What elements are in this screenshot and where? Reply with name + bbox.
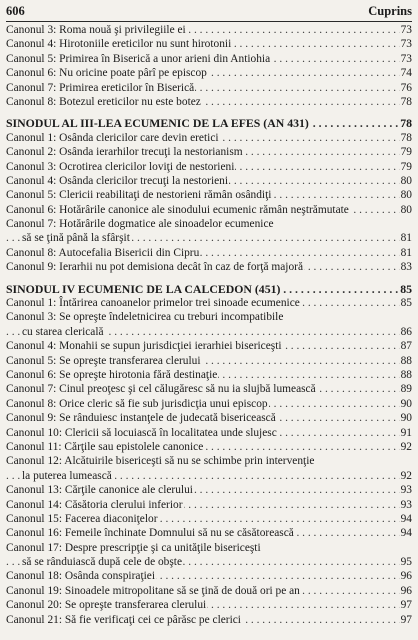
toc-entry	[6, 368, 412, 382]
toc-entry-title: să se ţină până la sfârşit	[22, 232, 130, 245]
toc-entry	[6, 483, 412, 497]
toc-entry-title: Canonul 1: Întărirea canoanelor primelor trei sinoade ecumenice	[6, 297, 300, 310]
toc-entry-page: 80	[400, 203, 412, 216]
toc-entry	[6, 440, 412, 454]
toc-entry-title: cu starea clericală	[22, 325, 104, 338]
section-heading-title: SINODUL IV ECUMENIC DE LA CALCEDON (451)	[6, 281, 281, 296]
toc-entry-title: Canonul 15: Facerea diaconiţelor	[6, 512, 158, 525]
toc-entry-page: 79	[400, 146, 412, 159]
toc-entry	[6, 95, 412, 109]
toc-entry-title: Canonul 6: Nu oricine poate pârî pe episcop	[6, 67, 207, 80]
toc-entry-title: Canonul 7: Hotărârile dogmatice ale sinoadelor ecumenice	[6, 218, 274, 231]
toc-entry	[6, 145, 412, 159]
toc-entry	[6, 555, 412, 569]
toc-entry	[6, 541, 412, 555]
toc-entry-page: 96	[400, 570, 412, 583]
toc-entry-page: 97	[400, 599, 412, 612]
toc-entry-title: Canonul 20: Se opreşte transferarea clerului	[6, 599, 207, 612]
toc-entry-page: 92	[400, 440, 412, 453]
table-of-contents	[6, 23, 412, 627]
toc-entry-title: Canonul 3: Se opreşte îndeletnicirea cu treburi incompatibile	[6, 311, 284, 324]
toc-entry-title: Canonul 7: Cinul preoţesc şi cel călugăresc să nu ia slujbă lumească	[6, 383, 316, 396]
toc-entry-title: Canonul 1: Osânda clericilor care devin eretici	[6, 131, 219, 144]
toc-entry	[6, 498, 412, 512]
toc-entry-title: Canonul 7: Primirea ereticilor în Biserică	[6, 81, 195, 94]
toc-entry-page: 78	[400, 131, 412, 144]
toc-entry-title: Canonul 6: Hotărârile canonice ale sinodului ecumenic rămân neştrămutate	[6, 203, 349, 216]
toc-entry-title: Canonul 13: Cărţile canonice ale clerului	[6, 484, 193, 497]
toc-entry-title: Canonul 4: Osânda clericilor trecuţi la nestorieni	[6, 174, 229, 187]
section-heading-page: 78	[400, 116, 412, 131]
toc-entry	[6, 584, 412, 598]
toc-entry-page: 76	[400, 81, 412, 94]
toc-entry	[6, 325, 412, 339]
toc-entry-title: Canonul 9: Ierarhii nu pot demisiona decât în caz de forţă majoră	[6, 261, 303, 274]
header-rule	[6, 21, 412, 22]
toc-entry-title: Canonul 4: Hirotoniile ereticilor nu sunt hirotonii	[6, 38, 232, 51]
toc-entry-title: Canonul 5: Clericii reabilitaţi de nestorieni rămân osândiţi	[6, 189, 272, 202]
toc-entry-title: Canonul 11: Cărţile sau epistolele canonice	[6, 440, 204, 453]
toc-entry	[6, 203, 412, 217]
toc-entry-page: 74	[400, 67, 412, 80]
toc-entry-page: 80	[400, 189, 412, 202]
toc-entry	[6, 454, 412, 468]
toc-entry	[6, 598, 412, 612]
toc-entry-title: Canonul 4: Monahii se supun jurisdicţiei ierarhiei bisericeşti	[6, 340, 282, 353]
toc-entry-title: să se rânduiască după cele de obşte	[22, 556, 183, 569]
toc-entry-title: Canonul 10: Clericii să locuiască în localitatea unde slujesc	[6, 426, 277, 439]
toc-entry	[6, 174, 412, 188]
toc-entry-page: 89	[400, 383, 412, 396]
toc-entry	[6, 66, 412, 80]
toc-entry-page: 78	[400, 95, 412, 108]
section-heading	[6, 282, 412, 296]
toc-entry-page: 95	[400, 556, 412, 569]
toc-entry-page: 91	[400, 426, 412, 439]
toc-entry-page: 93	[400, 484, 412, 497]
toc-entry	[6, 260, 412, 274]
toc-entry-title: Canonul 17: Despre prescripţie şi ca unităţile bisericeşti	[6, 541, 261, 554]
toc-entry	[6, 469, 412, 483]
toc-entry-page: 73	[400, 52, 412, 65]
toc-entry-page: 85	[400, 297, 412, 310]
toc-entry-page: 73	[400, 24, 412, 36]
toc-entry-page: 94	[400, 527, 412, 540]
toc-entry-title: Canonul 3: Ocrotirea clericilor loviţi de nestorieni	[6, 160, 235, 173]
toc-entry-title: Canonul 5: Primirea în Biserică a unor arieni din Antiohia	[6, 52, 271, 65]
toc-entry-page: 93	[400, 498, 412, 511]
page-header	[0, 0, 418, 22]
toc-entry	[6, 382, 412, 396]
toc-entry-title: la puterea lumească	[22, 469, 112, 482]
toc-entry-page: 90	[400, 412, 412, 425]
section-title: Cuprins	[368, 4, 412, 18]
toc-entry-page: 88	[400, 368, 412, 381]
toc-entry-title: Canonul 9: Se rânduiesc instanţele de judecată bisericească	[6, 412, 276, 425]
toc-entry	[6, 131, 412, 145]
toc-entry	[6, 37, 412, 51]
toc-entry	[6, 613, 412, 627]
toc-entry-page: 92	[400, 469, 412, 482]
toc-entry	[6, 52, 412, 66]
toc-entry-title: Canonul 5: Se opreşte transferarea clerului	[6, 354, 201, 367]
toc-entry-page: 81	[400, 246, 412, 259]
toc-entry	[6, 296, 412, 310]
toc-entry-title: Canonul 6: Se opreşte hirotonia fără destinaţie	[6, 368, 218, 381]
toc-entry	[6, 217, 412, 231]
toc-entry-title: Canonul 18: Osânda conspiraţiei	[6, 570, 155, 583]
toc-entry	[6, 354, 412, 368]
toc-entry	[6, 231, 412, 245]
toc-entry	[6, 188, 412, 202]
toc-entry	[6, 426, 412, 440]
toc-entry-page: 86	[400, 325, 412, 338]
section-heading-page: 85	[400, 281, 412, 296]
toc-entry-page: 80	[400, 174, 412, 187]
toc-entry	[6, 23, 412, 37]
page-number: 606	[6, 4, 25, 18]
toc-entry-title: Canonul 21: Să fie verificaţi cei ce pârăsc pe clerici	[6, 613, 241, 626]
toc-entry-page: 87	[400, 340, 412, 353]
section-gap	[6, 275, 412, 282]
toc-entry-title: Canonul 12: Alcătuirile bisericeşti să nu se schimbe prin intervenţie	[6, 455, 315, 468]
toc-entry-title: Canonul 8: Botezul ereticilor nu este botez	[6, 95, 201, 108]
toc-entry-page: 79	[400, 160, 412, 173]
toc-entry-title: Canonul 8: Autocefalia Bisericii din Cipru	[6, 246, 200, 259]
toc-entry-page: 94	[400, 512, 412, 525]
section-heading-title: SINODUL AL III-LEA ECUMENIC DE LA EFES (AN 431)	[6, 116, 309, 131]
toc-entry-page: 97	[400, 613, 412, 626]
toc-entry-title: Canonul 8: Orice cleric să fie sub jurisdicţia unui episcop	[6, 397, 268, 410]
toc-entry	[6, 339, 412, 353]
toc-entry-title: Canonul 16: Femeile închinate Domnului să nu se căsătorească	[6, 527, 294, 540]
toc-entry-page: 73	[400, 38, 412, 51]
section-gap	[6, 109, 412, 116]
toc-entry-title: Canonul 14: Căsătoria clerului inferior	[6, 498, 183, 511]
toc-entry-page: 96	[400, 584, 412, 597]
toc-entry	[6, 246, 412, 260]
toc-entry	[6, 526, 412, 540]
toc-entry-page: 90	[400, 397, 412, 410]
toc-entry-title: Canonul 2: Osânda ierarhilor trecuţi la nestorianism	[6, 146, 243, 159]
toc-entry-title: Canonul 19: Sinoadele mitropolitane să se ţină de două ori pe an	[6, 584, 300, 597]
toc-entry	[6, 160, 412, 174]
toc-entry-page: 81	[400, 232, 412, 245]
toc-entry	[6, 310, 412, 324]
toc-entry-page: 88	[400, 354, 412, 367]
toc-entry	[6, 569, 412, 583]
toc-entry-title: Canonul 3: Roma nouă şi privilegiile ei	[6, 24, 186, 36]
section-heading	[6, 116, 412, 130]
toc-entry-page: 83	[400, 261, 412, 274]
toc-entry	[6, 81, 412, 95]
toc-entry	[6, 397, 412, 411]
toc-entry	[6, 512, 412, 526]
toc-entry	[6, 411, 412, 425]
